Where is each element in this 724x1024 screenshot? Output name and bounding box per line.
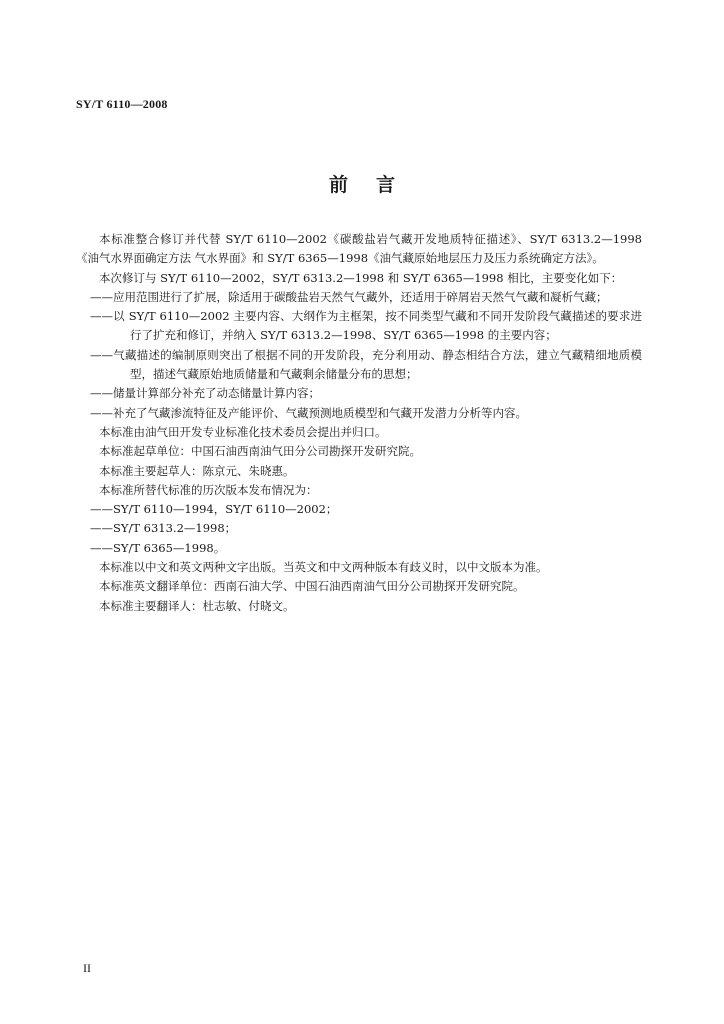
paragraph-translators: 本标准主要翻译人：杜志敏、付晓文。 [99,598,295,613]
list-item-edition-2: ——SY/T 6313.2—1998； [90,521,237,536]
paragraph-translation-unit: 本标准英文翻译单位：西南石油大学、中国石油西南油气田分公司勘探开发研究院。 [99,579,525,594]
list-item-change-3: ——气藏描述的编制原则突出了根据不同的开发阶段，充分利用动、静态相结合方法，建立气藏精细地质模型，描述气藏原始地质储量和气藏剩余储量分布的思想； [90,347,642,382]
list-item-change-1: ——应用范围进行了扩展，除适用于碳酸盐岩天然气气藏外，还适用于碎屑岩天然气气藏和凝析气藏； [90,289,608,304]
paragraph-drafting-unit: 本标准起草单位：中国石油西南油气田分公司勘探开发研究院。 [99,444,421,459]
paragraph-scope-replacement: 本标准整合修订并代替 SY/T 6110—2002《碳酸盐岩气藏开发地质特征描述》、SY/T 6313.2—1998《油气水界面确定方法 气水界面》和 SY/T 6365—1998《油气藏原始地层压力及压力系统确定方法》。 [76,232,642,266]
list-item-change-4: ——储量计算部分补充了动态储量计算内容； [90,386,320,401]
foreword-body [76,230,642,616]
list-item-change-2: ——以 SY/T 6110—2002 主要内容、大纲作为主框架，按不同类型气藏和不同开发阶段气藏描述的要求进行了扩充和修订，并纳入 SY/T 6313.2—1998、SY/T 6365—1998 的主要内容； [90,309,642,343]
page-number: II [83,961,91,975]
paragraph-languages: 本标准以中文和英文两种文字出版。当英文和中文两种版本有歧义时，以中文版本为准。 [99,560,548,575]
paragraph-changes-intro: 本次修订与 SY/T 6110—2002，SY/T 6313.2—1998 和 SY/T 6365—1998 相比，主要变化如下： [99,270,623,285]
paragraph-proposer: 本标准由油气田开发专业标准化技术委员会提出并归口。 [99,424,387,439]
paragraph-previous-editions: 本标准所替代标准的历次版本发布情况为： [99,482,318,497]
list-item-edition-1: ——SY/T 6110—1994，SY/T 6110—2002； [90,502,338,517]
page-title: 前言 [328,174,423,196]
paragraph-drafters: 本标准主要起草人：陈京元、朱晓惠。 [99,463,295,478]
list-item-edition-3: ——SY/T 6365—1998。 [90,540,226,555]
standard-code: SY/T 6110—2008 [76,97,168,111]
list-item-change-5: ——补充了气藏渗流特征及产能评价、气藏预测地质模型和气藏开发潜力分析等内容。 [90,405,527,420]
